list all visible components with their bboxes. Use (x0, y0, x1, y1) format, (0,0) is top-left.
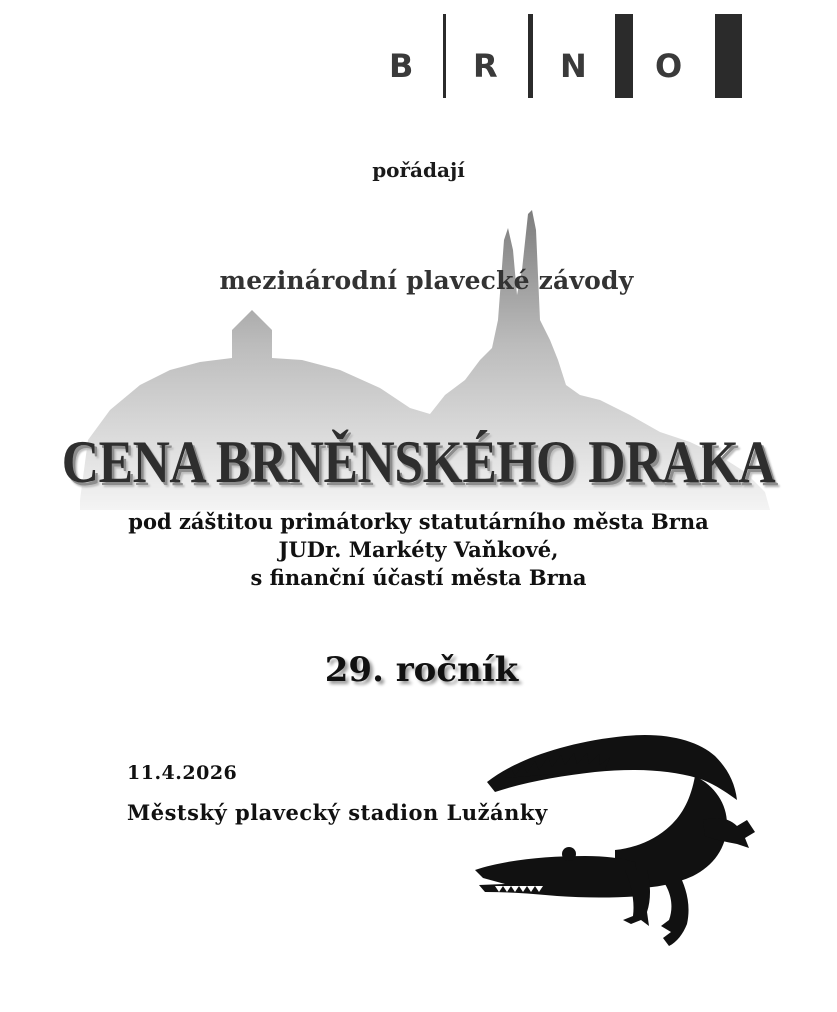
edition-number: 29. ročník (324, 650, 519, 690)
logo-letter-n: N (560, 47, 587, 85)
patronage-line: JUDr. Markéty Vaňkové, (278, 537, 559, 562)
event-venue: Městský plavecký stadion Lužánky (127, 800, 548, 825)
crocodile-image (465, 720, 765, 950)
logo-divider (715, 14, 742, 98)
brno-logo (385, 14, 745, 100)
organizers-text: pořádají (372, 158, 465, 182)
patronage-line: s finanční účastí města Brna (250, 565, 587, 590)
patronage-line: pod záštitou primátorky statutárního města Brna (128, 509, 709, 534)
patronage-block (0, 508, 837, 592)
logo-letter-b: B (389, 47, 414, 85)
logo-divider (615, 14, 633, 98)
logo-letter-o: O (655, 47, 683, 85)
event-date: 11.4.2026 (127, 762, 238, 784)
logo-divider (528, 14, 533, 98)
event-subtitle: mezinárodní plavecké závody (219, 266, 634, 295)
logo-divider (443, 14, 446, 98)
event-title: CENA BRNĚNSKÉHO DRAKA (61, 429, 776, 495)
logo-letter-r: R (473, 47, 498, 85)
